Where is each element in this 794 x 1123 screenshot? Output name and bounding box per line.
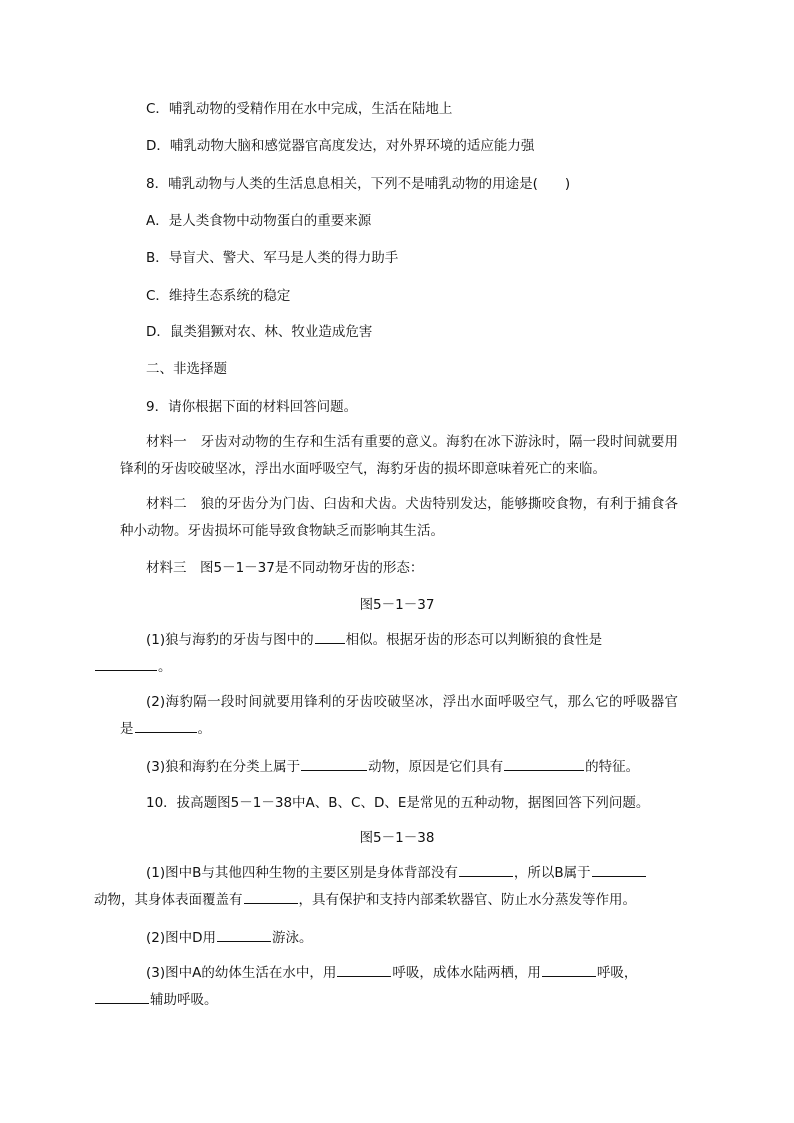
- answer-blank[interactable]: [95, 989, 149, 1004]
- q9-part-2-text-b: 。: [197, 721, 211, 737]
- q10-part-1-text-a: (1)图中B与其他四种生物的主要区别是身体背部没有: [146, 865, 458, 881]
- answer-blank[interactable]: [244, 889, 298, 904]
- answer-blank[interactable]: [459, 862, 513, 877]
- q9-part-1-text-c: 。: [158, 659, 172, 675]
- q7-option-c: C．哺乳动物的受精作用在水中完成，生活在陆地上: [146, 101, 453, 117]
- q8-option-a: A．是人类食物中动物蛋白的重要来源: [146, 213, 372, 229]
- q9-part-3-text-a: (3)狼和海豹在分类上属于: [146, 759, 301, 775]
- q8-option-c: C．维持生态系统的稳定: [146, 288, 291, 304]
- answer-blank[interactable]: [135, 718, 197, 733]
- q9-part-1: [120, 627, 678, 681]
- q10-part-3-text-b: 呼吸，成体水陆两栖，用: [392, 965, 541, 981]
- q7-option-d: D．哺乳动物大脑和感觉器官高度发达，对外界环境的适应能力强: [146, 138, 535, 154]
- q10-part-3: [120, 960, 678, 1014]
- q9-material-1: 材料一 牙齿对动物的生存和生活有重要的意义。海豹在冰下游泳时，隔一段时间就要用锋利的牙齿咬破坚冰，浮出水面呼吸空气，海豹牙齿的损坏即意味着死亡的来临。: [120, 434, 678, 477]
- q9-part-2: [120, 689, 678, 743]
- q9-material-3: 材料三 图5－1－37是不同动物牙齿的形态：: [146, 560, 424, 576]
- q10-part-1: [94, 860, 678, 914]
- answer-blank[interactable]: [315, 629, 345, 644]
- q10-part-1-text-c: 动物，其身体表面覆盖有: [94, 892, 243, 908]
- q9-part-1-text-b: 相似。根据牙齿的形态可以判断狼的食性是: [345, 632, 603, 648]
- q10-stem: 10．拔高题图5－1－38中A、B、C、D、E是常见的五种动物，据图回答下列问题。: [146, 795, 650, 811]
- answer-blank[interactable]: [217, 927, 271, 942]
- q8-option-d: D．鼠类猖獗对农、林、牧业造成危害: [146, 324, 373, 340]
- q9-part-3-text-c: 的特征。: [585, 759, 640, 775]
- q8-option-b: B．导盲犬、警犬、军马是人类的得力助手: [146, 250, 399, 266]
- q9-part-3: [146, 756, 706, 777]
- q9-stem: 9．请你根据下面的材料回答问题。: [146, 399, 358, 415]
- answer-blank[interactable]: [95, 656, 157, 671]
- q9-part-3-text-b: 动物，原因是它们具有: [368, 759, 504, 775]
- q9-figure-caption: 图5－1－37: [359, 597, 435, 613]
- q9-material-2: 材料二 狼的牙齿分为门齿、臼齿和犬齿。犬齿特别发达，能够撕咬食物，有利于捕食各种小动物。牙齿损坏可能导致食物缺乏而影响其生活。: [120, 496, 678, 539]
- q10-part-3-text-d: 辅助呼吸。: [150, 992, 218, 1008]
- q10-part-3-text-c: 呼吸，: [596, 965, 638, 981]
- q10-part-1-text-d: ，具有保护和支持内部柔软器官、防止水分蒸发等作用。: [298, 892, 636, 908]
- q8-stem: 8．哺乳动物与人类的生活息息相关，下列不是哺乳动物的用途是( ): [146, 176, 571, 192]
- q10-part-2: [146, 927, 706, 948]
- answer-blank[interactable]: [592, 862, 646, 877]
- answer-blank[interactable]: [337, 962, 391, 977]
- q9-part-2-text-a: (2)海豹隔一段时间就要用锋利的牙齿咬破坚冰，浮出水面呼吸空气，那么它的呼吸器官是: [120, 694, 678, 737]
- q10-figure-caption: 图5－1－38: [359, 830, 435, 846]
- answer-blank[interactable]: [504, 756, 584, 771]
- answer-blank[interactable]: [301, 756, 367, 771]
- answer-blank[interactable]: [542, 962, 596, 977]
- q10-part-2-text-b: 游泳。: [272, 930, 313, 946]
- q9-part-1-text-a: (1)狼与海豹的牙齿与图中的: [146, 632, 314, 648]
- q10-part-2-text-a: (2)图中D用: [146, 930, 217, 946]
- q10-part-3-text-a: (3)图中A的幼体生活在水中，用: [146, 965, 337, 981]
- section-heading: 二、非选择题: [146, 361, 227, 377]
- q10-part-1-text-b: ，所以B属于: [513, 865, 591, 881]
